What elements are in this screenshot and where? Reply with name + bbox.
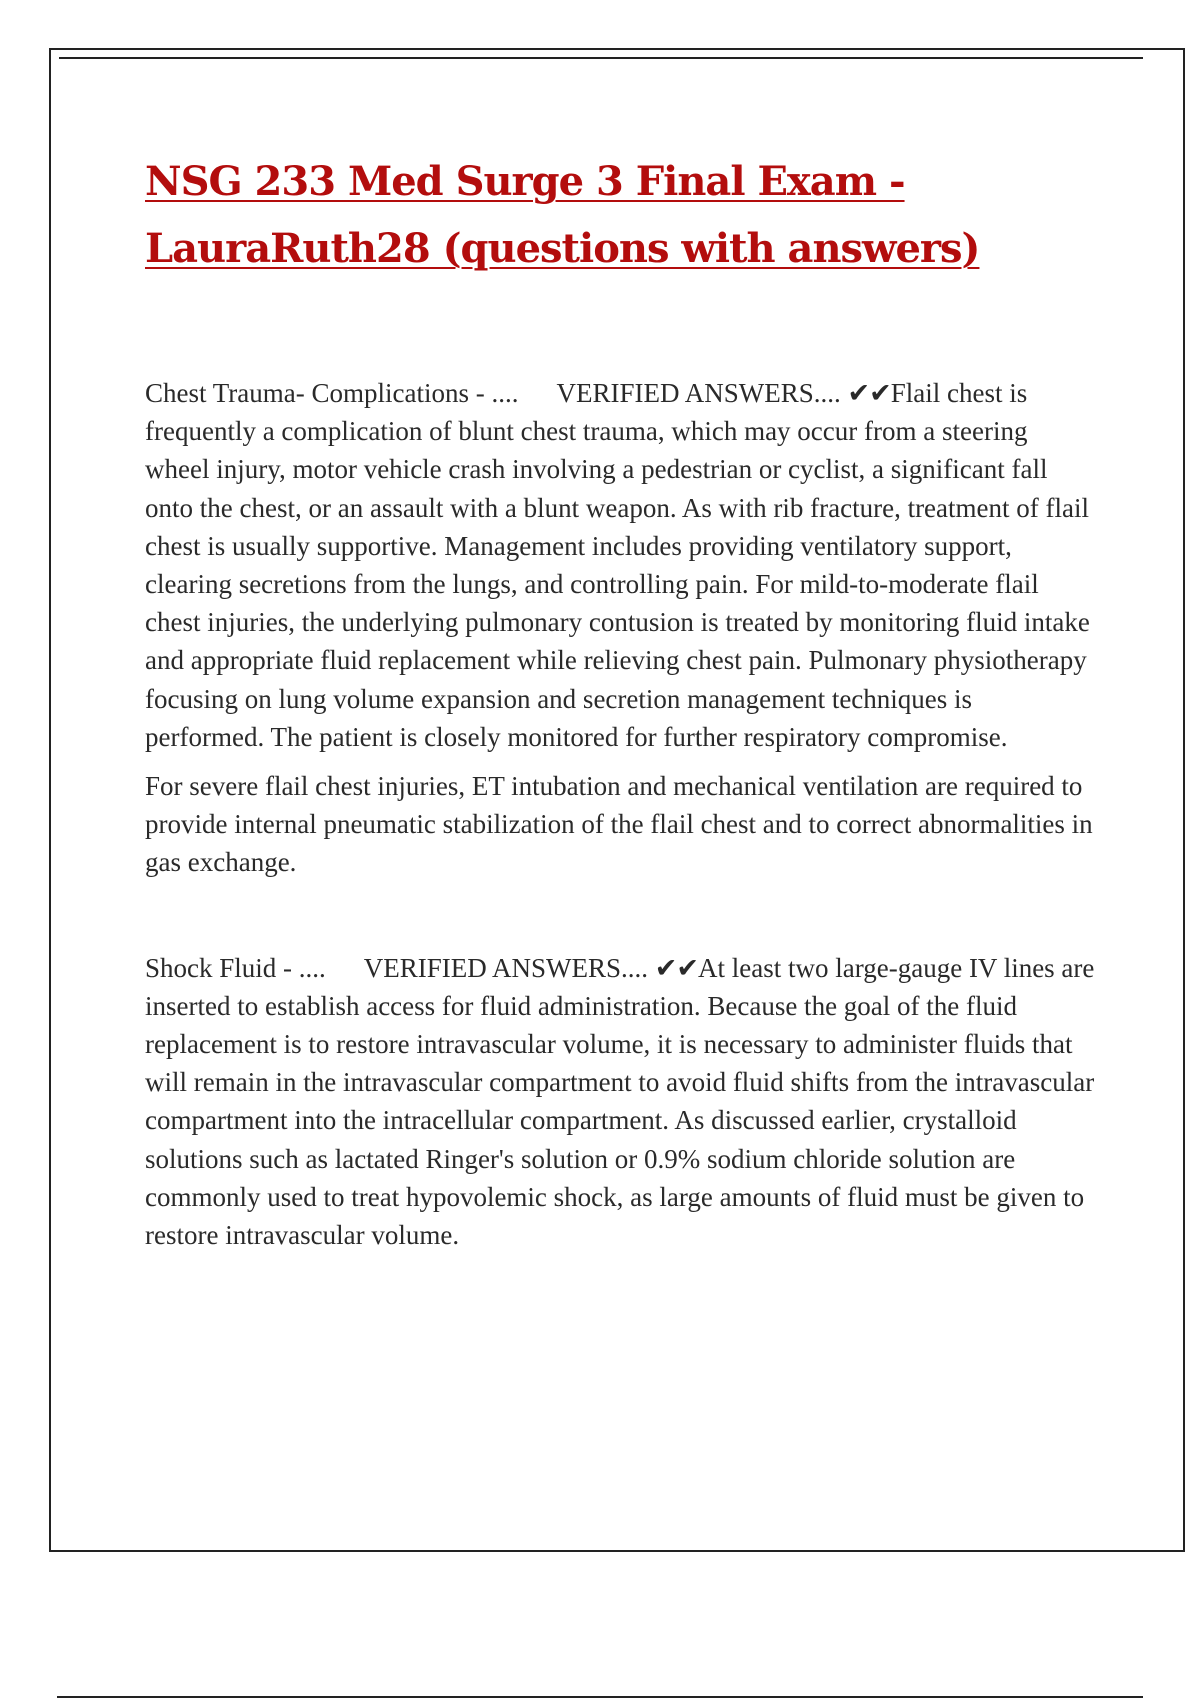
verified-marker: VERIFIED ANSWERS.... xyxy=(556,378,841,408)
qa-entry-shock-fluid xyxy=(145,949,1095,1255)
qa-paragraph xyxy=(145,949,1095,1255)
check-mark-icon: ✔✔ xyxy=(847,378,891,408)
check-mark-icon: ✔✔ xyxy=(654,952,699,983)
answer-text: Flail chest is frequently a complication of blunt chest trauma, which may occur from a steering wheel injury, motor vehicle crash involving a pedestrian or cyclist, a significant fall onto the chest, or an assault with a blunt weapon. As with rib fracture, treatment of flail chest is usually supportive. Management includes providing ventilatory support, clearing secretions from the lungs, and controlling pain. For mild-to-moderate flail chest injuries, the underlying pulmonary contusion is treated by monitoring fluid intake and appropriate fluid replacement while relieving chest pain. Pulmonary physiotherapy focusing on lung volume expansion and secretion management techniques is performed. The patient is closely monitored for further respiratory compromise. xyxy=(145,378,1090,752)
qa-paragraph xyxy=(145,374,1095,756)
question-topic: Shock Fluid - .... xyxy=(145,952,326,983)
bottom-rule xyxy=(57,1696,1143,1698)
qa-content xyxy=(145,374,1095,1254)
answer-continuation: For severe flail chest injuries, ET intubation and mechanical ventilation are required to provide internal pneumatic stabilization of the flail chest and to correct abnormalities in gas exchange. xyxy=(145,771,1093,878)
top-rule xyxy=(59,57,1143,59)
answer-text: At least two large-gauge IV lines are inserted to establish access for fluid administration. Because the goal of the fluid replacement is to restore intravascular volume, it is necessary to administer fluids that will remain in the intravascular compartment to avoid fluid shifts from the intravascular compartment into the intracellular compartment. As discussed earlier, crystalloid solutions such as lactated Ringer's solution or 0.9% sodium chloride solution are commonly used to treat hypovolemic shock, as large amounts of fluid must be given to restore intravascular volume. xyxy=(145,952,1095,1251)
verified-marker: VERIFIED ANSWERS.... xyxy=(363,952,649,983)
qa-entry-chest-trauma xyxy=(145,374,1095,882)
question-topic: Chest Trauma- Complications - .... xyxy=(145,378,519,408)
document-title: NSG 233 Med Surge 3 Final Exam - LauraRuth28 (questions with answers) xyxy=(145,158,980,272)
